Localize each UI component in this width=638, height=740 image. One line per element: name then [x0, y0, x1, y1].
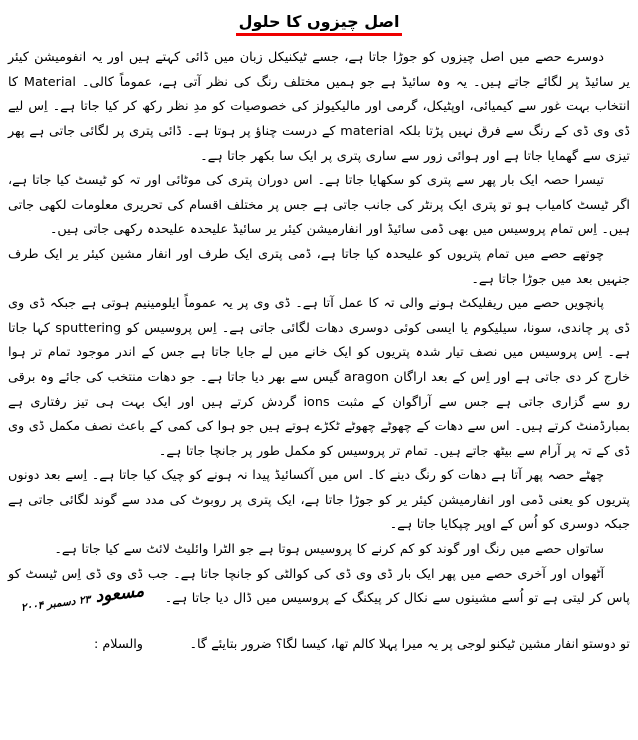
closing-sentence: تو دوستو انفار مشین ٹیکنو لوجی پر یہ میرا پہلا کالم تھا، کیسا لگا؟ ضرور بتایئے گا۔ — [189, 636, 630, 652]
paragraph-seventh-part: ساتواں حصے میں رنگ اور گوند کو کم کرنے کا پروسیس ہوتا ہے جو الٹرا وائلیٹ لائٹ سے کیا جاتا ہے۔ — [54, 542, 604, 558]
paragraph-fifth-part: پانچویں حصے میں ریفلیکٹ ہونے والی تہ کا عمل آتا ہے۔ ڈی وی پر یہ عموماً ایلومینیم ہوتی ہے جبکہ ڈی وی ڈی پر چاندی، سونا، سیلیکوم یا ایسی کوئی دوسری دھات لگائی جاتی ہے۔ اِس پروسیس کو sputtering کہا جاتا ہے۔ اِس پروسیس میں نصف تیار شدہ پتریوں کو ایک خانے میں لے جایا جاتا ہے جس کے اندر موجود تمام تر ہوا خارج کر دی جاتی ہے اور اِس کے بعد اراگان aragon گیس سے بھر دیا جاتا ہے۔ جو دھات منتخب کی جائے وہ برقی رو سے گزاری جاتی ہے جس سے آراگوان کے مثبت ions گردش کرتے ہیں اور ایک بہت ہی تیز رفتاری ہے بمبارڈمنٹ کرتے ہیں۔ اس سے دھات کے چھوٹے چھوٹے ٹکڑے ہوتے ہیں جو ہوا کی کمی کے باعث نصف مکمل ڈی وی ڈی کے تہ پر آرام سے بیٹھ جاتے ہیں۔ تمام تر پروسیس کو مکمل طور پر جانچا جاتا ہے۔ — [8, 296, 630, 459]
paragraph-eighth-part: آٹھواں اور آخری حصے میں پھر ایک بار ڈی وی ڈی کی کوالٹی کو جانچا جاتا ہے۔ جب ڈی وی ڈی اِس ٹیسٹ کو پاس کر لیتی ہے تو اُسے مشینوں سے نکال کر پیکنگ کے پروسیس میں ڈال دیا جاتا ہے۔ — [8, 566, 630, 607]
page-title: اصل چیزوں کا حلول — [236, 12, 403, 36]
paragraph-fourth-part: چوتھے حصے میں تمام پتریوں کو علیحدہ کیا جاتا ہے، ڈمی پتری ایک طرف اور انفار مشین کیئر یر ایک طرف جنہیں بعد میں جوڑا جاتا ہے۔ — [8, 246, 630, 287]
paragraph-sixth-part: چھٹے حصہ پھر آتا ہے دھات کو رنگ دینے کا۔ اس میں آکسائیڈ پیدا نہ ہونے کو چیک کیا جاتا ہے۔ اِسے بعد دونوں پتریوں کو یعنی ڈمی اور انفارمیشن کیئر یر کو جوڑا جاتا ہے، ایک پتری پر روبوٹ کی مدد سے گوند لگائی جاتی ہے جبکہ دوسری کو اُس کے اوپر چپکایا جاتا ہے۔ — [8, 468, 630, 533]
title-row — [8, 12, 630, 36]
salutation: والسلام : — [94, 636, 143, 652]
paragraph-second-part: دوسرے حصے میں اصل چیزوں کو جوڑا جاتا ہے، جسے ٹیکنیکل زبان میں ڈائی کہتے ہیں اور یہ انفومیشن کیئر یر سائیڈ پر لگائے جاتے ہیں۔ یہ وہ سائیڈ ہے جو ہمیں مختلف رنگ کی نظر آتی ہے، عموماً کالی۔ Material کا انتخاب بہت غور سے کیمیائی، اوپٹیکل، گرمی اور مالیکیولز کی خصوصیات کو مدِ نظر رکھ کر کیا جاتا ہے۔ اِس لیے ڈی وی ڈی کے رنگ سے فرق نہیں پڑتا بلکہ material کے درست چناؤ پر ہوتا ہے۔ ڈائی پتری پر لگائی جاتی ہے پھر تیزی سے گھمایا جاتا ہے اور ہوائی زور سے ساری پتری پر ایک سا بکھر جاتا ہے۔ — [8, 50, 630, 164]
signature-name: مسعود — [94, 581, 146, 607]
paragraph-third-part: تیسرا حصہ ایک بار پھر سے پتری کو سکھایا جاتا ہے۔ اس دوران پتری کی موٹائی اور تہ کو ٹیسٹ کیا جاتا ہے، اگر ٹیسٹ کامیاب ہو تو پتری ایک پرنٹر کی جانب جاتی ہے جس پر مختلف اقسام کی تحریری معلومات لکھی جاتی ہیں۔ اِس تمام پروسیس میں بھی ڈمی سائیڈ اور انفارمیشن کیئر یر سائیڈ علیحدہ علیحدہ رکھی جاتی ہیں۔ — [8, 173, 630, 238]
closing-row — [8, 633, 630, 657]
signature-date: ۲۳ دسمبر ۲۰۰۴ — [20, 593, 91, 615]
